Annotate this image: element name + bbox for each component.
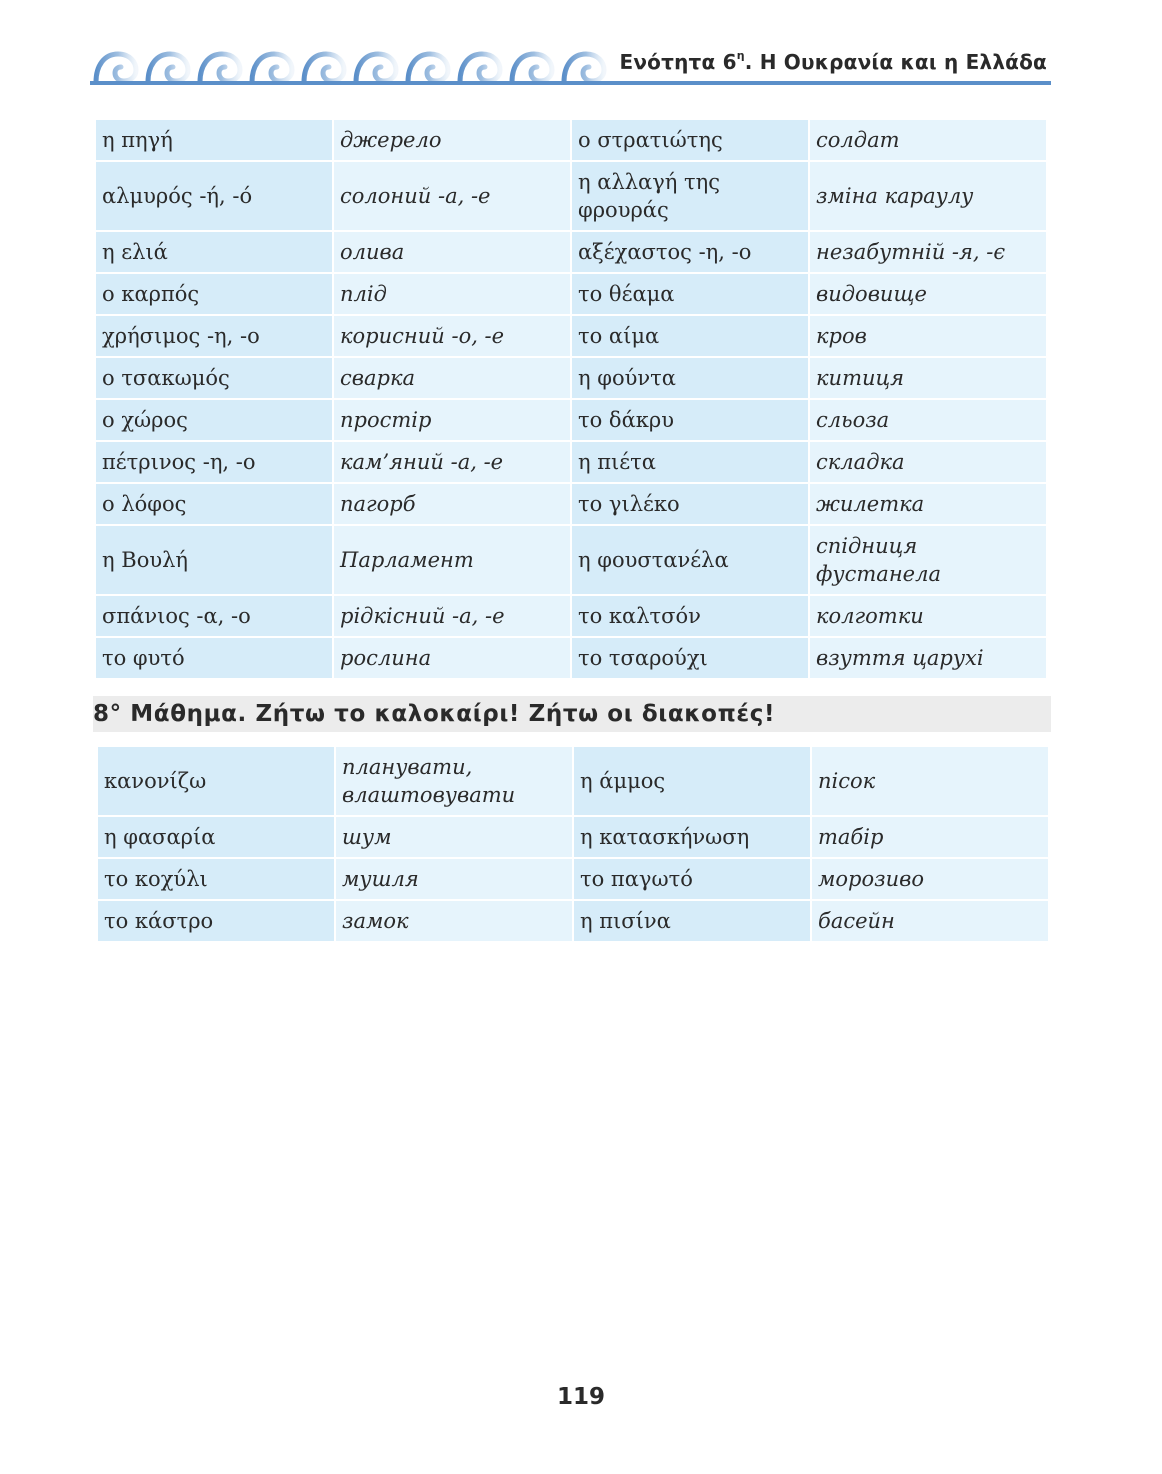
greek-word: ο χώρος: [96, 400, 332, 440]
greek-word: η Βουλή: [96, 526, 332, 594]
ukrainian-translation: кам’яний -а, -е: [334, 442, 570, 482]
lesson-title: 8° Μάθημα. Ζήτω το καλοκαίρι! Ζήτω οι διακοπές!: [93, 701, 776, 727]
greek-word: ο στρατιώτης: [572, 120, 808, 160]
ukrainian-translation: басейн: [812, 901, 1048, 941]
greek-word: η φούντα: [572, 358, 808, 398]
greek-word: η φασαρία: [98, 817, 334, 857]
ukrainian-translation: видовище: [810, 274, 1046, 314]
ukrainian-translation: простір: [334, 400, 570, 440]
greek-word: ο λόφος: [96, 484, 332, 524]
table-row: [96, 596, 1046, 636]
ukrainian-translation: рідкісний -а, -е: [334, 596, 570, 636]
ukrainian-translation: корисний -о, -е: [334, 316, 570, 356]
ukrainian-translation: жилетка: [810, 484, 1046, 524]
greek-word: χρήσιμος -η, -ο: [96, 316, 332, 356]
ukrainian-translation: мушля: [336, 859, 572, 899]
ukrainian-translation: сльоза: [810, 400, 1046, 440]
ukrainian-translation: солоний -а, -е: [334, 162, 570, 230]
greek-word: το τσαρούχι: [572, 638, 808, 678]
greek-word: το δάκρυ: [572, 400, 808, 440]
greek-word: αξέχαστος -η, -ο: [572, 232, 808, 272]
table-row: [98, 901, 1048, 941]
table-row: [96, 274, 1046, 314]
ukrainian-translation: складка: [810, 442, 1046, 482]
ukrainian-translation: солдат: [810, 120, 1046, 160]
greek-word: ο τσακωμός: [96, 358, 332, 398]
ukrainian-translation: колготки: [810, 596, 1046, 636]
greek-word: το φυτό: [96, 638, 332, 678]
ukrainian-translation: джерело: [334, 120, 570, 160]
greek-word: το κοχύλι: [98, 859, 334, 899]
table-row: [96, 232, 1046, 272]
greek-word: ο καρπός: [96, 274, 332, 314]
ukrainian-translation: кров: [810, 316, 1046, 356]
ukrainian-translation: Парламент: [334, 526, 570, 594]
page-number: 119: [556, 1384, 605, 1410]
greek-word: κανονίζω: [98, 747, 334, 815]
greek-word: το αίμα: [572, 316, 808, 356]
ukrainian-translation: спідниця фустанела: [810, 526, 1046, 594]
ukrainian-translation: пагорб: [334, 484, 570, 524]
greek-word: η φουστανέλα: [572, 526, 808, 594]
greek-word: η πιέτα: [572, 442, 808, 482]
greek-word: το παγωτό: [574, 859, 810, 899]
ukrainian-translation: взуття царухі: [810, 638, 1046, 678]
page-header: [90, 40, 1051, 86]
table-row: [96, 162, 1046, 230]
ukrainian-translation: морозиво: [812, 859, 1048, 899]
ukrainian-translation: сварка: [334, 358, 570, 398]
header-rule: [90, 81, 1051, 85]
table-row: [96, 358, 1046, 398]
lesson-heading: [93, 696, 1051, 732]
table-row: [96, 442, 1046, 482]
table-row: [96, 484, 1046, 524]
table-row: [96, 400, 1046, 440]
ukrainian-translation: рослина: [334, 638, 570, 678]
table-row: [98, 859, 1048, 899]
table-row: [96, 120, 1046, 160]
greek-word: πέτρινος -η, -ο: [96, 442, 332, 482]
vocabulary-table-1: [94, 118, 1048, 680]
greek-word: η πηγή: [96, 120, 332, 160]
greek-word: το θέαμα: [572, 274, 808, 314]
ukrainian-translation: плід: [334, 274, 570, 314]
ukrainian-translation: незабутній -я, -є: [810, 232, 1046, 272]
table-row: [96, 316, 1046, 356]
greek-word: η ελιά: [96, 232, 332, 272]
greek-word: αλμυρός -ή, -ό: [96, 162, 332, 230]
table-row: [96, 638, 1046, 678]
vocabulary-table-2: [96, 745, 1050, 943]
ukrainian-translation: шум: [336, 817, 572, 857]
greek-word: η αλλαγή της φρουράς: [572, 162, 808, 230]
greek-word: η κατασκήνωση: [574, 817, 810, 857]
ukrainian-translation: пісок: [812, 747, 1048, 815]
greek-word: σπάνιος -α, -ο: [96, 596, 332, 636]
ukrainian-translation: китиця: [810, 358, 1046, 398]
ukrainian-translation: олива: [334, 232, 570, 272]
table-row: [96, 526, 1046, 594]
greek-word: το κάστρο: [98, 901, 334, 941]
table-row: [98, 817, 1048, 857]
greek-word: η άμμος: [574, 747, 810, 815]
ukrainian-translation: табір: [812, 817, 1048, 857]
ukrainian-translation: замок: [336, 901, 572, 941]
section-title: Ενότητα $6^\eta$. Η Ουκρανία και η Ελλάδα: [619, 49, 1047, 74]
ukrainian-translation: зміна караулу: [810, 162, 1046, 230]
table-row: [98, 747, 1048, 815]
greek-wave-ornament: [90, 46, 630, 86]
greek-word: το γιλέκο: [572, 484, 808, 524]
greek-word: το καλτσόν: [572, 596, 808, 636]
ukrainian-translation: планувати, влаштовувати: [336, 747, 572, 815]
greek-word: η πισίνα: [574, 901, 810, 941]
